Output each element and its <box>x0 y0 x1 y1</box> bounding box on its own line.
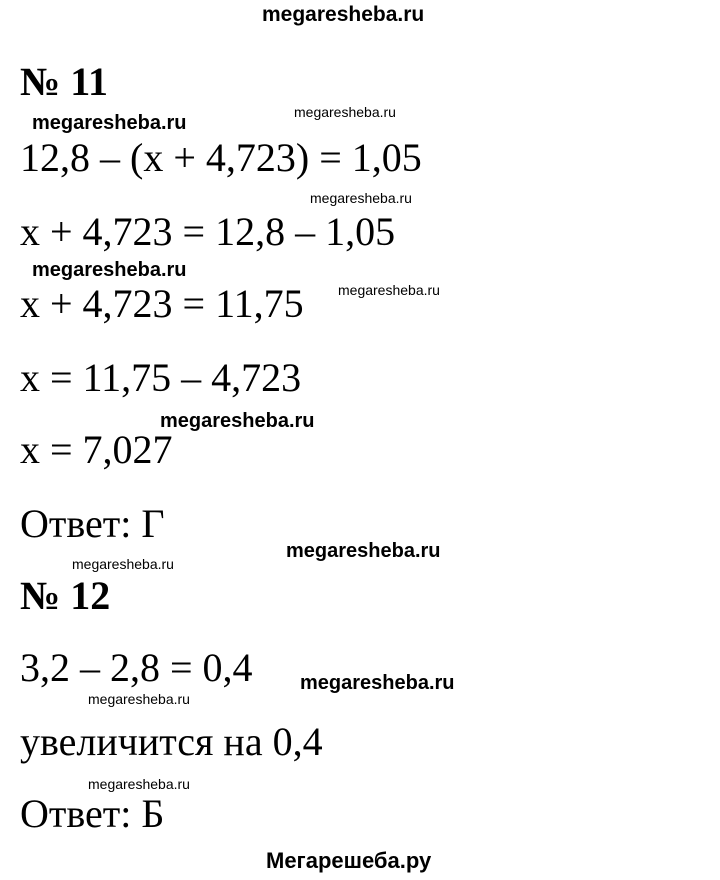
watermark: megaresheba.ru <box>310 190 412 206</box>
watermark: megaresheba.ru <box>88 776 190 792</box>
equation-line: x = 7,027 <box>20 427 173 472</box>
answer-11: Ответ: Г <box>20 501 165 546</box>
problem-11-heading: № 11 <box>20 59 108 104</box>
watermark-bottom: Мегарешеба.ру <box>266 848 432 873</box>
watermark: megaresheba.ru <box>72 556 174 572</box>
result-line: увеличится на 0,4 <box>20 719 323 764</box>
watermark: megaresheba.ru <box>300 672 455 694</box>
answer-12: Ответ: Б <box>20 791 165 836</box>
watermark-top: megaresheba.ru <box>262 3 425 26</box>
watermark: megaresheba.ru <box>88 691 190 707</box>
equation-line: x = 11,75 – 4,723 <box>20 355 302 400</box>
problem-12-heading: № 12 <box>20 573 111 618</box>
watermark: megaresheba.ru <box>160 410 315 432</box>
watermark: megaresheba.ru <box>32 112 187 134</box>
equation-line: x + 4,723 = 11,75 <box>20 281 304 326</box>
watermark: megaresheba.ru <box>32 259 187 281</box>
equation-line: 3,2 – 2,8 = 0,4 <box>20 645 253 690</box>
watermark: megaresheba.ru <box>338 282 440 298</box>
watermark: megaresheba.ru <box>286 540 441 562</box>
equation-line: 12,8 – (x + 4,723) = 1,05 <box>20 135 422 180</box>
watermark: megaresheba.ru <box>294 104 396 120</box>
equation-line: x + 4,723 = 12,8 – 1,05 <box>20 209 396 254</box>
